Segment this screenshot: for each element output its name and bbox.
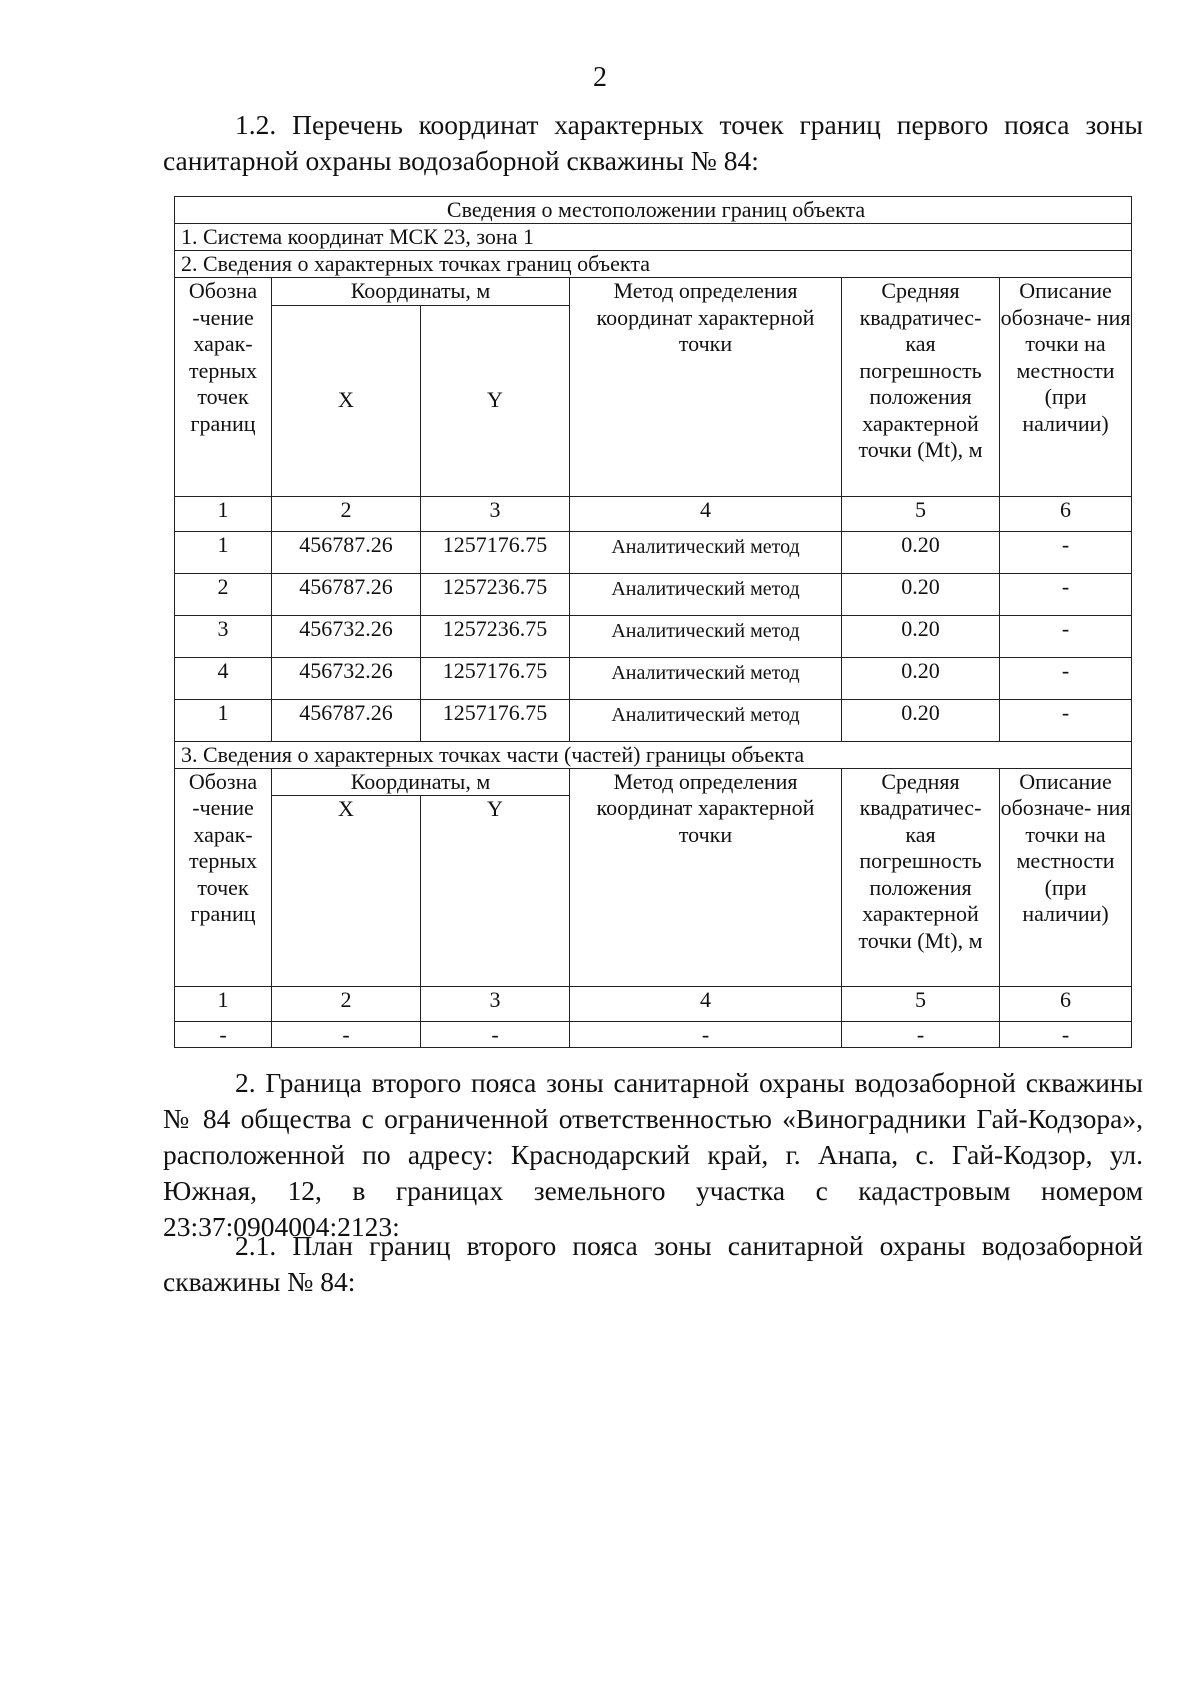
- header-designation: Обозна -чение харак- терных точек границ: [175, 278, 272, 497]
- cell-x: 456732.26: [272, 615, 421, 657]
- cell-error: 0.20: [842, 573, 1000, 615]
- paragraph-2-1-text: 2.1. План границ второго пояса зоны санитарной охраны водозаборной скважины № 84:: [163, 1230, 1143, 1297]
- cell-description: -: [1000, 531, 1132, 573]
- cell-empty: -: [175, 1022, 272, 1048]
- table-row: [175, 573, 1132, 615]
- cell-description: -: [1000, 657, 1132, 699]
- paragraph-2-text: 2. Граница второго пояса зоны санитарной охраны водозаборной скважины № 84 общества с ограниченной ответственностью «Виноградники Гай-Кодзора», расположенной по адресу: Краснодарский край, г. Анапа, с. Гай-Кодзор, ул. Южная, 12, в границах земельного участка с кадастровым номером 23:37:0904004:2123:: [163, 1067, 1143, 1242]
- header-coordinates: Координаты, м: [272, 768, 570, 796]
- header-method: Метод определения координат характерной точки: [570, 278, 842, 497]
- cell-empty: -: [421, 1022, 570, 1048]
- table-title: Сведения о местоположении границ объекта: [175, 197, 1132, 224]
- boundary-coordinates-table: [174, 196, 1132, 1048]
- cell-empty: -: [1000, 1022, 1132, 1048]
- column-numbers-row: [175, 987, 1132, 1022]
- cell-description: -: [1000, 615, 1132, 657]
- cell-y: 1257176.75: [421, 699, 570, 741]
- table-row-empty: [175, 1022, 1132, 1048]
- cell-method: Аналитический метод: [570, 573, 842, 615]
- header-x: X: [272, 796, 421, 987]
- paragraph-1-2: [163, 107, 1143, 179]
- header-coordinates: Координаты, м: [272, 278, 570, 306]
- cell-error: 0.20: [842, 531, 1000, 573]
- cell-description: -: [1000, 573, 1132, 615]
- cell-empty: -: [570, 1022, 842, 1048]
- cell-x: 456787.26: [272, 573, 421, 615]
- header-error: Средняя квадратичес- кая погрешность положения характерной точки (Mt), м: [842, 768, 1000, 987]
- header-description: Описание обозначе- ния точки на местности (при наличии): [1000, 278, 1132, 497]
- column-number: 1: [175, 987, 272, 1022]
- cell-point: 2: [175, 573, 272, 615]
- column-number: 5: [842, 496, 1000, 531]
- section-2-heading: 2. Сведения о характерных точках границ объекта: [175, 251, 1132, 278]
- cell-y: 1257176.75: [421, 657, 570, 699]
- cell-error: 0.20: [842, 657, 1000, 699]
- column-number: 6: [1000, 496, 1132, 531]
- column-number: 2: [272, 987, 421, 1022]
- header-y: Y: [421, 796, 570, 987]
- cell-y: 1257236.75: [421, 573, 570, 615]
- column-number: 2: [272, 496, 421, 531]
- paragraph-1-2-text: 1.2. Перечень координат характерных точек границ первого пояса зоны санитарной охраны водозаборной скважины № 84:: [163, 109, 1143, 176]
- column-number: 4: [570, 496, 842, 531]
- cell-point: 1: [175, 699, 272, 741]
- table-row: [175, 531, 1132, 573]
- cell-method: Аналитический метод: [570, 657, 842, 699]
- column-number: 6: [1000, 987, 1132, 1022]
- table-row: [175, 615, 1132, 657]
- paragraph-2: [163, 1065, 1143, 1245]
- cell-x: 456787.26: [272, 531, 421, 573]
- cell-y: 1257236.75: [421, 615, 570, 657]
- section-3-heading: 3. Сведения о характерных точках части (частей) границы объекта: [175, 741, 1132, 768]
- header-description: Описание обозначе- ния точки на местности (при наличии): [1000, 768, 1132, 987]
- column-number: 3: [421, 987, 570, 1022]
- column-number: 5: [842, 987, 1000, 1022]
- column-number: 1: [175, 496, 272, 531]
- header-y: Y: [421, 305, 570, 496]
- table-row: [175, 699, 1132, 741]
- cell-description: -: [1000, 699, 1132, 741]
- column-number: 4: [570, 987, 842, 1022]
- cell-point: 3: [175, 615, 272, 657]
- cell-point: 4: [175, 657, 272, 699]
- cell-empty: -: [842, 1022, 1000, 1048]
- cell-method: Аналитический метод: [570, 699, 842, 741]
- header-x: X: [272, 305, 421, 496]
- column-number: 3: [421, 496, 570, 531]
- header-method: Метод определения координат характерной точки: [570, 768, 842, 987]
- cell-empty: -: [272, 1022, 421, 1048]
- paragraph-2-1: [163, 1228, 1143, 1300]
- cell-method: Аналитический метод: [570, 615, 842, 657]
- coordinate-system: 1. Система координат МСК 23, зона 1: [175, 224, 1132, 251]
- cell-x: 456787.26: [272, 699, 421, 741]
- column-numbers-row: [175, 496, 1132, 531]
- header-error: Средняя квадратичес- кая погрешность положения характерной точки (Mt), м: [842, 278, 1000, 497]
- cell-x: 456732.26: [272, 657, 421, 699]
- page-number: 2: [593, 62, 607, 93]
- cell-method: Аналитический метод: [570, 531, 842, 573]
- cell-y: 1257176.75: [421, 531, 570, 573]
- table-row: [175, 657, 1132, 699]
- header-designation: Обозна -чение харак- терных точек границ: [175, 768, 272, 987]
- cell-error: 0.20: [842, 615, 1000, 657]
- cell-error: 0.20: [842, 699, 1000, 741]
- cell-point: 1: [175, 531, 272, 573]
